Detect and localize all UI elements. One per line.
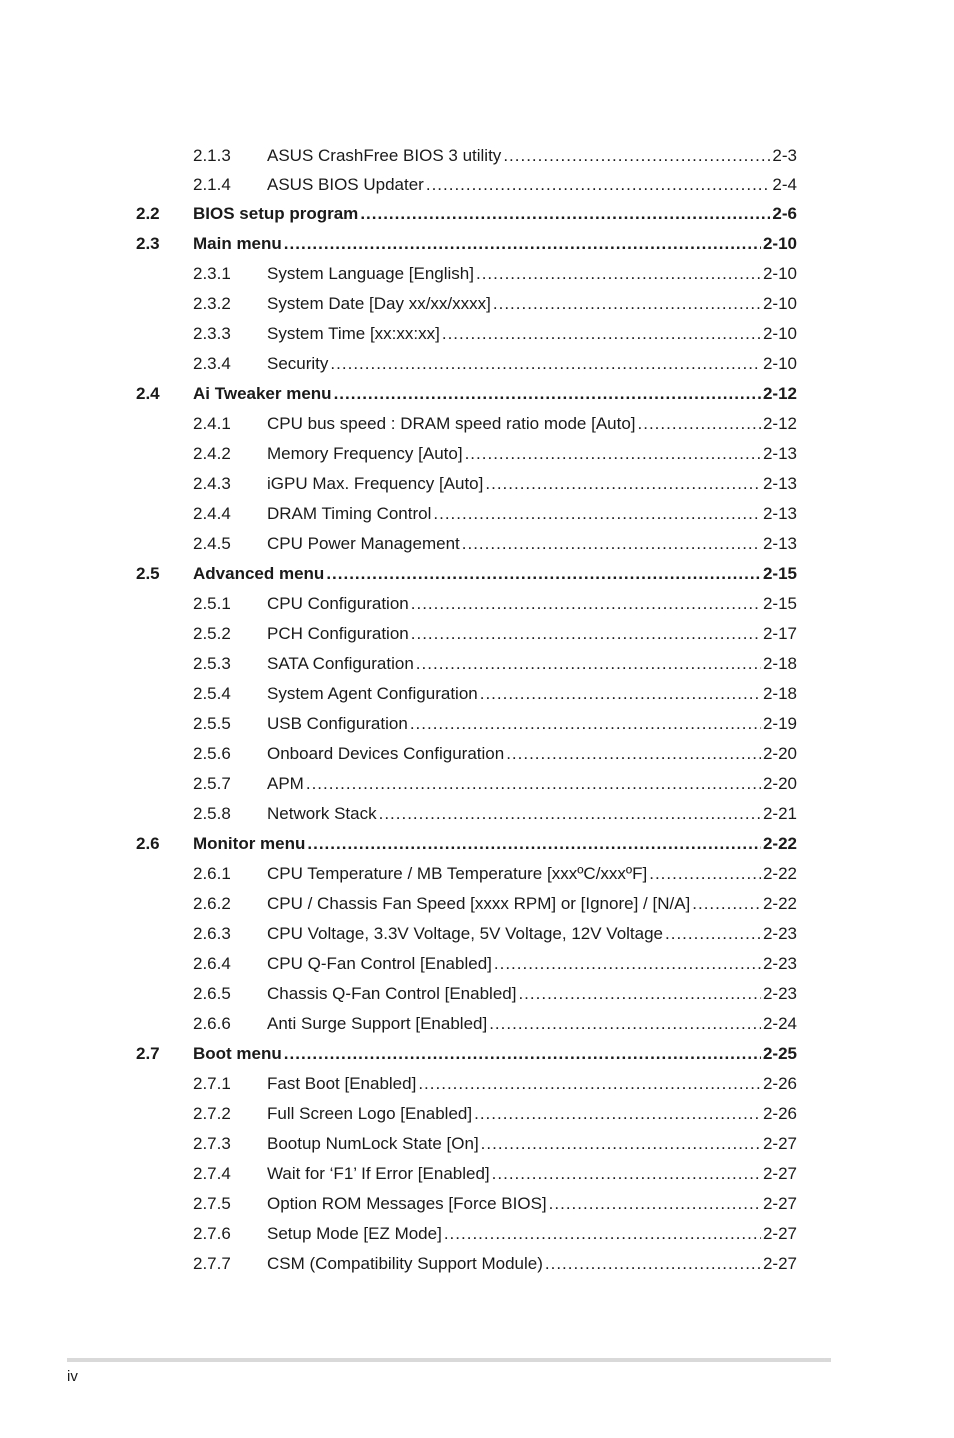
dot-leader	[360, 199, 770, 229]
toc-entry-line	[267, 1009, 797, 1039]
toc-entry-page: 2-18	[762, 684, 797, 703]
toc-entry-page: 2-27	[762, 1224, 797, 1243]
toc-entry-page: 2-13	[762, 534, 797, 553]
toc-entry-page: 2-23	[762, 984, 797, 1003]
toc-entry-title: DRAM Timing Control	[267, 504, 432, 523]
dot-leader	[545, 1249, 761, 1279]
toc-entry-title: CPU / Chassis Fan Speed [xxxx RPM] or [Ignore] / [N/A]	[267, 894, 691, 913]
dot-leader	[462, 529, 761, 559]
toc-entry-line	[193, 229, 797, 259]
toc-entry-page: 2-25	[762, 1044, 797, 1063]
toc-entry-number: 2.3	[136, 234, 160, 253]
toc-subsection-entry[interactable]	[0, 469, 954, 499]
dot-leader	[334, 379, 761, 409]
toc-entry-number: 2.6.5	[193, 984, 231, 1003]
toc-subsection-entry[interactable]	[0, 739, 954, 769]
toc-entry-title: CPU Q-Fan Control [Enabled]	[267, 954, 492, 973]
toc-entry-title: CPU Temperature / MB Temperature [xxxºC/xxxºF]	[267, 864, 648, 883]
dot-leader	[433, 499, 761, 529]
toc-entry-page: 2-20	[762, 774, 797, 793]
toc-entry-number: 2.4.2	[193, 444, 231, 463]
toc-entry-title: iGPU Max. Frequency [Auto]	[267, 474, 484, 493]
toc-entry-line	[267, 1159, 797, 1189]
toc-entry-title: System Agent Configuration	[267, 684, 478, 703]
toc-entry-line	[267, 799, 797, 829]
toc-entry-number: 2.7.2	[193, 1104, 231, 1123]
toc-entry-number: 2.7.5	[193, 1194, 231, 1213]
toc-entry-number: 2.5.1	[193, 594, 231, 613]
toc-entry-number: 2.7.7	[193, 1254, 231, 1273]
dot-leader	[485, 469, 761, 499]
toc-entry-page: 2-27	[762, 1164, 797, 1183]
toc-entry-line	[193, 829, 797, 859]
toc-subsection-entry[interactable]	[0, 919, 954, 949]
toc-entry-page: 2-6	[772, 204, 797, 223]
toc-entry-page: 2-21	[762, 804, 797, 823]
toc-entry-title: Advanced menu	[193, 564, 325, 583]
toc-entry-number: 2.4	[136, 384, 160, 403]
dot-leader	[638, 409, 761, 439]
toc-subsection-entry[interactable]	[0, 259, 954, 289]
dot-leader	[307, 829, 761, 859]
toc-entry-line	[267, 409, 797, 439]
toc-entry-title: Onboard Devices Configuration	[267, 744, 505, 763]
toc-entry-line	[267, 709, 797, 739]
table-of-contents	[0, 141, 954, 1279]
toc-subsection-entry[interactable]	[0, 141, 954, 170]
dot-leader	[692, 889, 761, 919]
toc-entry-line	[267, 919, 797, 949]
footer-divider	[67, 1358, 831, 1362]
toc-entry-page: 2-12	[762, 384, 797, 403]
toc-entry-page: 2-15	[762, 594, 797, 613]
toc-entry-line	[267, 141, 797, 171]
toc-entry-line	[267, 739, 797, 769]
toc-subsection-entry[interactable]	[0, 649, 954, 679]
toc-entry-number: 2.4.4	[193, 504, 231, 523]
toc-entry-number: 2.3.3	[193, 324, 231, 343]
toc-entry-page: 2-12	[762, 414, 797, 433]
toc-subsection-entry[interactable]	[0, 319, 954, 349]
toc-entry-title: Setup Mode [EZ Mode]	[267, 1224, 442, 1243]
toc-entry-number: 2.4.5	[193, 534, 231, 553]
toc-entry-line	[267, 259, 797, 289]
toc-subsection-entry[interactable]	[0, 349, 954, 379]
dot-leader	[442, 319, 761, 349]
toc-subsection-entry[interactable]	[0, 619, 954, 649]
toc-subsection-entry[interactable]	[0, 499, 954, 529]
toc-subsection-entry[interactable]	[0, 709, 954, 739]
toc-entry-page: 2-23	[762, 954, 797, 973]
toc-subsection-entry[interactable]	[0, 799, 954, 829]
toc-section-entry[interactable]	[0, 379, 954, 409]
toc-section-entry[interactable]	[0, 229, 954, 259]
toc-entry-line	[193, 1039, 797, 1069]
toc-entry-line	[267, 1099, 797, 1129]
toc-subsection-entry[interactable]	[0, 1159, 954, 1189]
toc-entry-title: System Language [English]	[267, 264, 474, 283]
toc-entry-line	[267, 769, 797, 799]
dot-leader	[480, 679, 761, 709]
toc-subsection-entry[interactable]	[0, 1129, 954, 1159]
toc-entry-line	[267, 619, 797, 649]
dot-leader	[379, 799, 761, 829]
toc-entry-line	[193, 199, 797, 229]
toc-entry-title: Main menu	[193, 234, 282, 253]
dot-leader	[493, 289, 761, 319]
dot-leader	[649, 859, 761, 889]
toc-entry-title: PCH Configuration	[267, 624, 409, 643]
toc-subsection-entry[interactable]	[0, 1069, 954, 1099]
dot-leader	[474, 1099, 761, 1129]
toc-entry-line	[267, 859, 797, 889]
toc-subsection-entry[interactable]	[0, 589, 954, 619]
toc-entry-title: USB Configuration	[267, 714, 408, 733]
dot-leader	[411, 589, 761, 619]
toc-entry-page: 2-3	[772, 146, 797, 165]
toc-subsection-entry[interactable]	[0, 1189, 954, 1219]
dot-leader	[549, 1189, 761, 1219]
dot-leader	[306, 769, 761, 799]
toc-entry-number: 2.6.2	[193, 894, 231, 913]
toc-entry-number: 2.4.1	[193, 414, 231, 433]
toc-entry-title: Fast Boot [Enabled]	[267, 1074, 417, 1093]
toc-subsection-entry[interactable]	[0, 769, 954, 799]
toc-entry-number: 2.5	[136, 564, 160, 583]
toc-entry-line	[267, 1069, 797, 1099]
toc-entry-page: 2-10	[762, 324, 797, 343]
toc-entry-number: 2.6	[136, 834, 160, 853]
toc-entry-line	[267, 349, 797, 379]
toc-subsection-entry[interactable]	[0, 1009, 954, 1039]
toc-subsection-entry[interactable]	[0, 859, 954, 889]
toc-entry-line	[267, 499, 797, 529]
toc-entry-page: 2-10	[762, 294, 797, 313]
toc-entry-line	[267, 529, 797, 559]
toc-entry-line	[267, 289, 797, 319]
dot-leader	[444, 1219, 761, 1249]
dot-leader	[481, 1129, 761, 1159]
toc-entry-number: 2.1.3	[193, 146, 231, 165]
toc-subsection-entry[interactable]	[0, 889, 954, 919]
toc-entry-number: 2.5.3	[193, 654, 231, 673]
toc-entry-page: 2-24	[762, 1014, 797, 1033]
toc-entry-title: Anti Surge Support [Enabled]	[267, 1014, 488, 1033]
toc-entry-title: SATA Configuration	[267, 654, 414, 673]
dot-leader	[418, 1069, 761, 1099]
toc-entry-line	[267, 979, 797, 1009]
toc-entry-number: 2.3.2	[193, 294, 231, 313]
toc-entry-title: ASUS BIOS Updater	[267, 175, 424, 194]
toc-entry-page: 2-15	[762, 564, 797, 583]
dot-leader	[284, 1039, 761, 1069]
toc-subsection-entry[interactable]	[0, 170, 954, 199]
toc-subsection-entry[interactable]	[0, 1249, 954, 1279]
toc-entry-line	[193, 379, 797, 409]
toc-entry-page: 2-4	[772, 175, 797, 194]
toc-entry-line	[267, 649, 797, 679]
toc-entry-title: APM	[267, 774, 304, 793]
toc-entry-number: 2.6.1	[193, 864, 231, 883]
toc-entry-line	[267, 469, 797, 499]
toc-entry-number: 2.7.3	[193, 1134, 231, 1153]
toc-entry-page: 2-27	[762, 1194, 797, 1213]
toc-entry-page: 2-10	[762, 354, 797, 373]
toc-entry-title: CPU Voltage, 3.3V Voltage, 5V Voltage, 12V Voltage	[267, 924, 664, 943]
toc-entry-page: 2-22	[762, 834, 797, 853]
toc-entry-page: 2-23	[762, 924, 797, 943]
toc-entry-line	[267, 1249, 797, 1279]
toc-entry-title: Full Screen Logo [Enabled]	[267, 1104, 473, 1123]
toc-subsection-entry[interactable]	[0, 949, 954, 979]
toc-entry-number: 2.2	[136, 204, 160, 223]
toc-entry-title: Wait for ‘F1’ If Error [Enabled]	[267, 1164, 490, 1183]
toc-entry-number: 2.6.6	[193, 1014, 231, 1033]
toc-entry-page: 2-18	[762, 654, 797, 673]
toc-entry-number: 2.3.4	[193, 354, 231, 373]
toc-entry-page: 2-17	[762, 624, 797, 643]
toc-entry-number: 2.7.1	[193, 1074, 231, 1093]
toc-section-entry[interactable]	[0, 559, 954, 589]
dot-leader	[330, 349, 761, 379]
toc-entry-number: 2.1.4	[193, 175, 231, 194]
dot-leader	[503, 141, 770, 171]
dot-leader	[410, 709, 761, 739]
toc-entry-line	[267, 679, 797, 709]
toc-entry-title: System Time [xx:xx:xx]	[267, 324, 440, 343]
toc-section-entry[interactable]	[0, 829, 954, 859]
page-number: iv	[67, 1368, 78, 1385]
dot-leader	[284, 229, 761, 259]
toc-subsection-entry[interactable]	[0, 1099, 954, 1129]
dot-leader	[411, 619, 761, 649]
toc-entry-number: 2.4.3	[193, 474, 231, 493]
toc-entry-page: 2-27	[762, 1254, 797, 1273]
toc-entry-number: 2.7.4	[193, 1164, 231, 1183]
dot-leader	[506, 739, 761, 769]
toc-entry-number: 2.6.4	[193, 954, 231, 973]
toc-entry-title: BIOS setup program	[193, 204, 359, 223]
toc-entry-title: ASUS CrashFree BIOS 3 utility	[267, 146, 502, 165]
toc-entry-number: 2.3.1	[193, 264, 231, 283]
toc-section-entry[interactable]	[0, 1039, 954, 1069]
toc-entry-number: 2.5.5	[193, 714, 231, 733]
toc-entry-title: CPU Configuration	[267, 594, 409, 613]
toc-subsection-entry[interactable]	[0, 979, 954, 1009]
toc-subsection-entry[interactable]	[0, 289, 954, 319]
dot-leader	[465, 439, 761, 469]
toc-entry-number: 2.6.3	[193, 924, 231, 943]
toc-entry-line	[267, 1129, 797, 1159]
toc-entry-page: 2-22	[762, 864, 797, 883]
toc-entry-title: Boot menu	[193, 1044, 282, 1063]
toc-subsection-entry[interactable]	[0, 529, 954, 559]
toc-entry-page: 2-13	[762, 444, 797, 463]
toc-entry-line	[267, 1219, 797, 1249]
toc-entry-line	[267, 589, 797, 619]
dot-leader	[665, 919, 761, 949]
toc-entry-line	[267, 319, 797, 349]
dot-leader	[476, 259, 761, 289]
toc-entry-page: 2-10	[762, 234, 797, 253]
toc-entry-title: Chassis Q-Fan Control [Enabled]	[267, 984, 517, 1003]
toc-entry-title: Security	[267, 354, 329, 373]
toc-entry-title: CPU bus speed : DRAM speed ratio mode [Auto]	[267, 414, 636, 433]
toc-entry-page: 2-13	[762, 474, 797, 493]
toc-entry-line	[267, 949, 797, 979]
toc-entry-page: 2-22	[762, 894, 797, 913]
toc-subsection-entry[interactable]	[0, 679, 954, 709]
toc-entry-line	[267, 1189, 797, 1219]
toc-entry-number: 2.5.2	[193, 624, 231, 643]
toc-entry-page: 2-13	[762, 504, 797, 523]
toc-entry-title: Monitor menu	[193, 834, 306, 853]
toc-entry-title: CSM (Compatibility Support Module)	[267, 1254, 543, 1273]
toc-entry-line	[267, 170, 797, 200]
toc-entry-number: 2.5.8	[193, 804, 231, 823]
toc-entry-line	[267, 889, 797, 919]
toc-entry-title: Network Stack	[267, 804, 377, 823]
toc-entry-title: CPU Power Management	[267, 534, 460, 553]
toc-entry-line	[193, 559, 797, 589]
toc-section-entry[interactable]	[0, 199, 954, 229]
dot-leader	[494, 949, 761, 979]
toc-entry-page: 2-19	[762, 714, 797, 733]
toc-entry-title: Option ROM Messages [Force BIOS]	[267, 1194, 547, 1213]
dot-leader	[426, 170, 771, 200]
toc-entry-line	[267, 439, 797, 469]
toc-entry-number: 2.7.6	[193, 1224, 231, 1243]
dot-leader	[518, 979, 761, 1009]
toc-entry-title: Memory Frequency [Auto]	[267, 444, 463, 463]
toc-entry-page: 2-26	[762, 1074, 797, 1093]
toc-entry-title: Bootup NumLock State [On]	[267, 1134, 479, 1153]
dot-leader	[492, 1159, 761, 1189]
toc-entry-page: 2-20	[762, 744, 797, 763]
toc-subsection-entry[interactable]	[0, 409, 954, 439]
toc-entry-number: 2.7	[136, 1044, 160, 1063]
toc-entry-title: Ai Tweaker menu	[193, 384, 332, 403]
toc-entry-title: System Date [Day xx/xx/xxxx]	[267, 294, 491, 313]
dot-leader	[416, 649, 761, 679]
toc-entry-number: 2.5.4	[193, 684, 231, 703]
dot-leader	[326, 559, 761, 589]
toc-entry-page: 2-27	[762, 1134, 797, 1153]
toc-subsection-entry[interactable]	[0, 1219, 954, 1249]
toc-subsection-entry[interactable]	[0, 439, 954, 469]
toc-entry-page: 2-26	[762, 1104, 797, 1123]
toc-entry-page: 2-10	[762, 264, 797, 283]
dot-leader	[489, 1009, 761, 1039]
toc-entry-number: 2.5.6	[193, 744, 231, 763]
toc-entry-number: 2.5.7	[193, 774, 231, 793]
